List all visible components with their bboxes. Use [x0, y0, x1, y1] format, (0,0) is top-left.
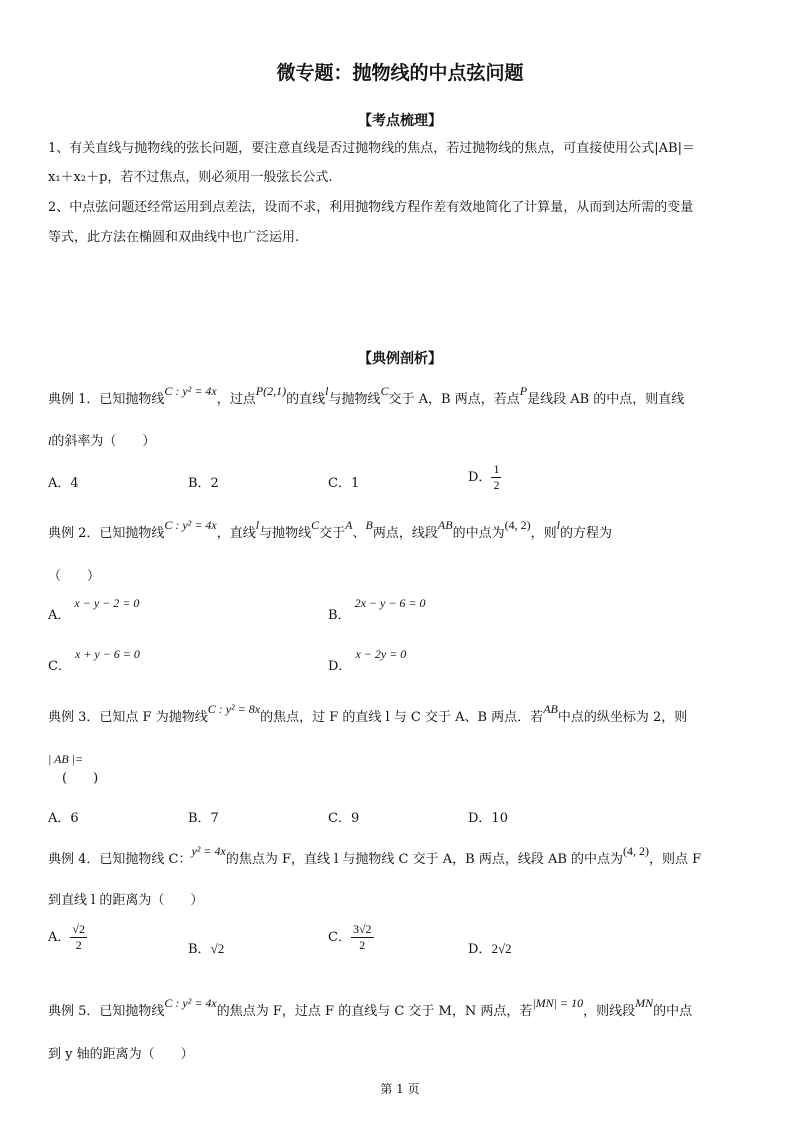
option-label: B． — [328, 608, 351, 623]
example-4-option-c[interactable] — [328, 922, 374, 953]
chord-length: |MN| = 10 — [532, 996, 584, 1010]
text: ，过点 — [216, 392, 256, 407]
equation: C : y² = 4x — [164, 384, 217, 398]
chord-length: | AB |= — [48, 752, 84, 766]
example-1-option-b[interactable]: B．2 — [188, 476, 219, 491]
equation: x − y − 2 = 0 — [74, 596, 140, 610]
option-label: C． — [48, 659, 71, 674]
midpoint-coords: (4, 2) — [504, 518, 531, 532]
point-label: P(2,1) — [255, 384, 287, 398]
midpoint-coords: (4, 2) — [623, 844, 650, 858]
text: 的方程为 — [559, 526, 612, 541]
example-2-option-b[interactable] — [328, 592, 426, 623]
example-1-option-a[interactable]: A．4 — [48, 476, 79, 491]
example-3-stem — [48, 702, 688, 725]
curve-symbol: C — [311, 518, 320, 532]
text: 交于 — [319, 526, 346, 541]
text: 的焦点为 F，过点 F 的直线与 C 交于 M，N 两点，若 — [216, 1004, 533, 1019]
sqrt-value: 2√2 — [491, 941, 512, 956]
option-label: C． — [328, 930, 351, 945]
option-label: D． — [328, 659, 352, 674]
text: 的中点 — [653, 1004, 693, 1019]
segment-symbol: MN — [635, 996, 654, 1010]
text: 与抛物线 — [259, 526, 312, 541]
example-2-option-c[interactable] — [48, 643, 140, 674]
text: 、 — [352, 526, 366, 541]
numerator: √2 — [72, 922, 85, 936]
segment-symbol: AB — [543, 702, 558, 716]
curve-symbol: C — [380, 384, 389, 398]
example-4-option-d[interactable] — [468, 938, 512, 957]
point-symbol: P — [519, 384, 528, 398]
review-paragraph-2-line-2: 等式，此方法在椭圆和双曲线中也广泛运用. — [48, 230, 300, 245]
example-2-paren: （ ） — [48, 569, 101, 584]
example-1-question — [48, 430, 155, 449]
section-heading-review: 【考点梳理】 — [358, 113, 442, 129]
text: 典例 3．已知点 F 为抛物线 — [48, 710, 208, 725]
equation: C : y² = 4x — [164, 996, 217, 1010]
example-5-question: 到 y 轴的距离为（ ） — [48, 1047, 194, 1062]
line-symbol: l — [556, 518, 560, 532]
page-title: 微专题：抛物线的中点弦问题 — [276, 62, 524, 84]
text: ( ) — [62, 771, 99, 786]
option-label: D． — [468, 942, 492, 957]
text: 中点的纵坐标为 2，则 — [557, 710, 688, 725]
text: 典例 2．已知抛物线 — [48, 526, 165, 541]
review-paragraph-1-line-1: 1、有关直线与抛物线的弦长问题，要注意直线是否过抛物线的焦点，若过抛物线的焦点，可直接使用公式|AB|＝ — [48, 141, 695, 156]
text: ，则线段 — [583, 1004, 636, 1019]
text: 与抛物线 — [328, 392, 381, 407]
example-4-option-b[interactable] — [188, 938, 224, 957]
fraction — [491, 462, 501, 493]
example-2-stem — [48, 518, 612, 541]
example-4-stem — [48, 844, 702, 867]
equation: C : y² = 4x — [164, 518, 217, 532]
fraction — [70, 922, 87, 953]
review-paragraph-1-line-2: x₁＋x₂＋p，若不过焦点，则必须用一般弦长公式. — [48, 170, 333, 185]
sqrt-value: √2 — [210, 941, 225, 956]
equation: x + y − 6 = 0 — [74, 647, 140, 661]
option-label: D． — [468, 470, 492, 485]
line-symbol: l — [255, 518, 260, 532]
example-3-question — [48, 752, 98, 786]
text: 两点，线段 — [372, 526, 438, 541]
equation: C : y² = 8x — [207, 702, 261, 716]
point-symbol: B — [365, 518, 373, 532]
text: 典例 4．已知抛物线 C： — [48, 852, 192, 867]
denominator: 2 — [493, 478, 500, 492]
example-1-option-d[interactable] — [468, 462, 501, 493]
option-label: A． — [48, 930, 71, 945]
example-5-stem — [48, 996, 693, 1019]
equation: 2x − y − 6 = 0 — [354, 596, 426, 610]
text: 典例 5．已知抛物线 — [48, 1004, 165, 1019]
example-1-stem — [48, 384, 685, 407]
point-symbol: A — [345, 518, 353, 532]
text: 是线段 AB 的中点，则直线 — [527, 392, 685, 407]
text: 典例 1．已知抛物线 — [48, 392, 165, 407]
text: ，直线 — [216, 526, 256, 541]
example-3-option-d[interactable]: D．10 — [468, 811, 508, 826]
line-symbol: l — [48, 434, 52, 448]
numerator: 3√2 — [352, 922, 372, 936]
numerator: 1 — [493, 462, 500, 476]
text: ，则点 F — [649, 852, 702, 867]
example-3-option-c[interactable]: C．9 — [328, 811, 360, 826]
text: 的焦点，过 F 的直线 l 与 C 交于 A、B 两点．若 — [260, 710, 544, 725]
section-heading-examples: 【典例剖析】 — [358, 351, 442, 367]
review-paragraph-2-line-1: 2、中点弦问题还经常运用到点差法，设而不求，利用抛物线方程作差有效地简化了计算量，从而到达所需的变量 — [48, 200, 694, 215]
example-1-option-c[interactable]: C．1 — [328, 476, 360, 491]
example-3-option-b[interactable]: B．7 — [188, 811, 219, 826]
denominator: 2 — [75, 938, 82, 952]
text: 交于 A，B 两点，若点 — [388, 392, 520, 407]
example-2-option-d[interactable] — [328, 643, 407, 674]
example-4-option-a[interactable] — [48, 922, 87, 953]
example-4-question: 到直线 l 的距离为（ ） — [48, 893, 204, 908]
text: 的中点为 — [452, 526, 505, 541]
option-label: B． — [188, 942, 211, 957]
segment-symbol: AB — [437, 518, 453, 532]
equation: x − 2y = 0 — [355, 647, 407, 661]
page-footer: 第 1 页 — [380, 1082, 420, 1096]
option-label: A． — [48, 608, 71, 623]
example-3-option-a[interactable]: A．6 — [48, 811, 79, 826]
equation: y² = 4x — [191, 844, 226, 858]
denominator: 2 — [359, 938, 366, 952]
fraction — [351, 922, 374, 953]
text: 的焦点为 F，直线 l 与抛物线 C 交于 A，B 两点，线段 AB 的中点为 — [225, 852, 624, 867]
text: 的斜率为（ ） — [51, 434, 156, 449]
example-2-option-a[interactable] — [48, 592, 140, 623]
text: ，则 — [530, 526, 557, 541]
text: 的直线 — [286, 392, 326, 407]
line-symbol: l — [325, 384, 329, 398]
